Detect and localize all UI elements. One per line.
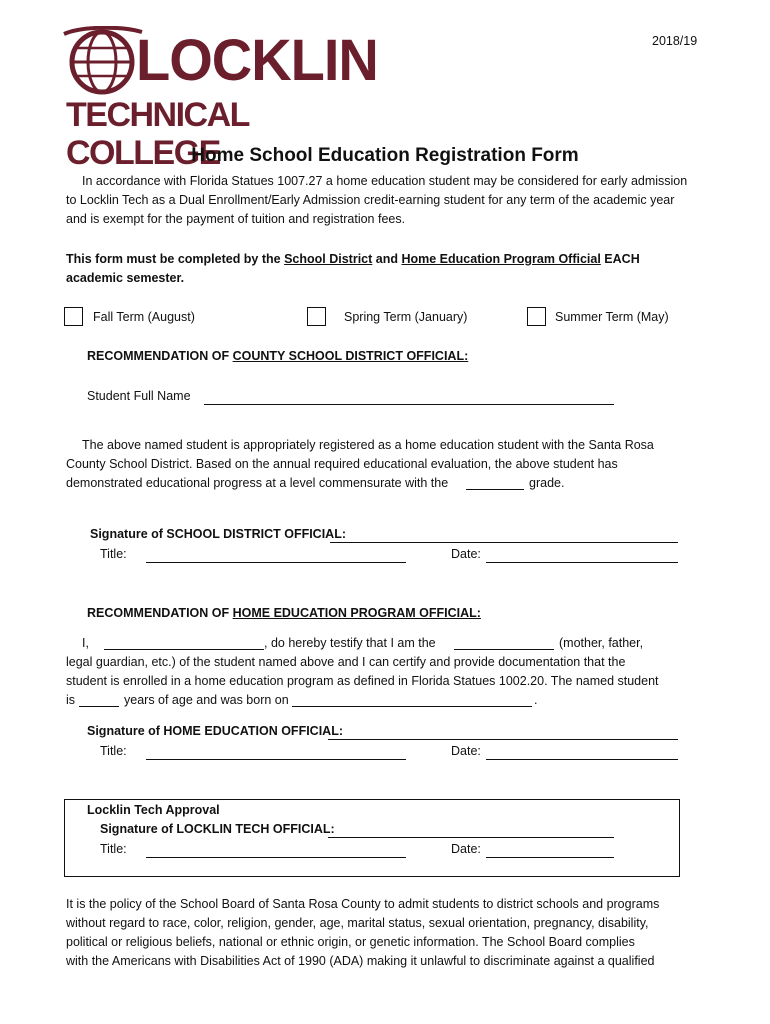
student-name-field[interactable] bbox=[204, 404, 614, 405]
fall-term-checkbox[interactable] bbox=[64, 307, 83, 326]
college-logo bbox=[62, 26, 378, 172]
county-heading-prefix: RECOMMENDATION OF bbox=[87, 349, 233, 363]
locklin-title-field[interactable] bbox=[146, 857, 406, 858]
spring-term-label: Spring Term (January) bbox=[344, 310, 468, 324]
summer-term-checkbox[interactable] bbox=[527, 307, 546, 326]
period-mark: . bbox=[534, 693, 538, 707]
policy-line-1: It is the policy of the School Board of Santa Rosa County to admit students to district schools and programs bbox=[66, 897, 660, 911]
relation-text: (mother, father, bbox=[559, 636, 644, 650]
grade-level-field[interactable] bbox=[466, 489, 524, 490]
spring-term-checkbox[interactable] bbox=[307, 307, 326, 326]
school-year: 2018/19 bbox=[652, 34, 698, 48]
home-heading-underlined: HOME EDUCATION PROGRAM OFFICIAL: bbox=[232, 606, 481, 620]
policy-line-3: political or religious beliefs, national or ethnic origin, or genetic information. The School Board complies bbox=[66, 935, 635, 949]
notice-district: School District bbox=[284, 252, 373, 266]
i-label: I, bbox=[82, 636, 89, 650]
is-label: is bbox=[66, 693, 76, 707]
official-name-field[interactable] bbox=[104, 649, 264, 650]
district-date-field[interactable] bbox=[486, 562, 678, 563]
notice-official: Home Education Program Official bbox=[401, 252, 601, 266]
district-title-label: Title: bbox=[100, 547, 127, 561]
form-title: Home School Education Registration Form bbox=[191, 145, 579, 166]
home-signature-field[interactable] bbox=[328, 739, 678, 740]
approval-heading: Locklin Tech Approval bbox=[87, 803, 220, 817]
notice-and: and bbox=[372, 252, 402, 266]
home-date-label: Date: bbox=[451, 744, 481, 758]
home-statement-line2: legal guardian, etc.) of the student named above and I can certify and provide documentation that the bbox=[66, 655, 626, 669]
home-title-field[interactable] bbox=[146, 759, 406, 760]
district-signature-label: Signature of SCHOOL DISTRICT OFFICIAL: bbox=[90, 527, 347, 541]
grade-word: grade. bbox=[529, 476, 565, 490]
district-date-label: Date: bbox=[451, 547, 481, 561]
fall-term-label: Fall Term (August) bbox=[93, 310, 195, 324]
birth-date-field[interactable] bbox=[292, 706, 532, 707]
home-date-field[interactable] bbox=[486, 759, 678, 760]
locklin-date-field[interactable] bbox=[486, 857, 614, 858]
notice-prefix: This form must be completed by the bbox=[66, 252, 285, 266]
policy-line-4: with the Americans with Disabilities Act of 1990 (ADA) making it unlawful to discriminate against a qualified bbox=[66, 954, 655, 968]
county-section-heading bbox=[87, 347, 468, 366]
county-heading-underlined: COUNTY SCHOOL DISTRICT OFFICIAL: bbox=[232, 349, 469, 363]
relation-field[interactable] bbox=[454, 649, 554, 650]
district-title-field[interactable] bbox=[146, 562, 406, 563]
home-section-heading bbox=[87, 604, 481, 623]
locklin-signature-label: Signature of LOCKLIN TECH OFFICIAL: bbox=[100, 822, 335, 836]
home-signature-label: Signature of HOME EDUCATION OFFICIAL: bbox=[87, 724, 344, 738]
logo-text-locklin: LOCKLIN bbox=[136, 26, 378, 93]
locklin-signature-field[interactable] bbox=[328, 837, 614, 838]
policy-line-2: without regard to race, color, religion, gender, age, marital status, sexual orientation, pregnancy, disability, bbox=[66, 916, 649, 930]
district-signature-field[interactable] bbox=[330, 542, 678, 543]
completion-notice bbox=[66, 250, 692, 288]
home-title-label: Title: bbox=[100, 744, 127, 758]
locklin-date-label: Date: bbox=[451, 842, 481, 856]
home-statement-line3: student is enrolled in a home education program as defined in Florida Statues 1002.20. The named student bbox=[66, 674, 659, 688]
county-statement-line3: demonstrated educational progress at a level commensurate with the bbox=[66, 476, 449, 490]
age-text: years of age and was born on bbox=[124, 693, 289, 707]
county-statement-line1: The above named student is appropriately registered as a home education student with the Santa Rosa bbox=[82, 438, 654, 452]
county-statement-line2: County School District. Based on the annual required educational evaluation, the above student has bbox=[66, 457, 618, 471]
locklin-title-label: Title: bbox=[100, 842, 127, 856]
home-heading-prefix: RECOMMENDATION OF bbox=[87, 606, 233, 620]
student-name-label: Student Full Name bbox=[87, 389, 191, 403]
notice-suffix: EACH academic semester. bbox=[66, 252, 640, 285]
testify-text: , do hereby testify that I am the bbox=[264, 636, 436, 650]
logo-text-technical-college: TECHNICAL COLLEGE bbox=[66, 96, 249, 172]
summer-term-label: Summer Term (May) bbox=[555, 310, 669, 324]
age-field[interactable] bbox=[79, 706, 119, 707]
intro-paragraph: In accordance with Florida Statues 1007.27 a home education student may be considered for early admission to Locklin Tech as a Dual Enrollment/Early Admission credit-earning student for any term of the academic year and is exempt for the payment of tuition and registration fees. bbox=[66, 174, 688, 226]
